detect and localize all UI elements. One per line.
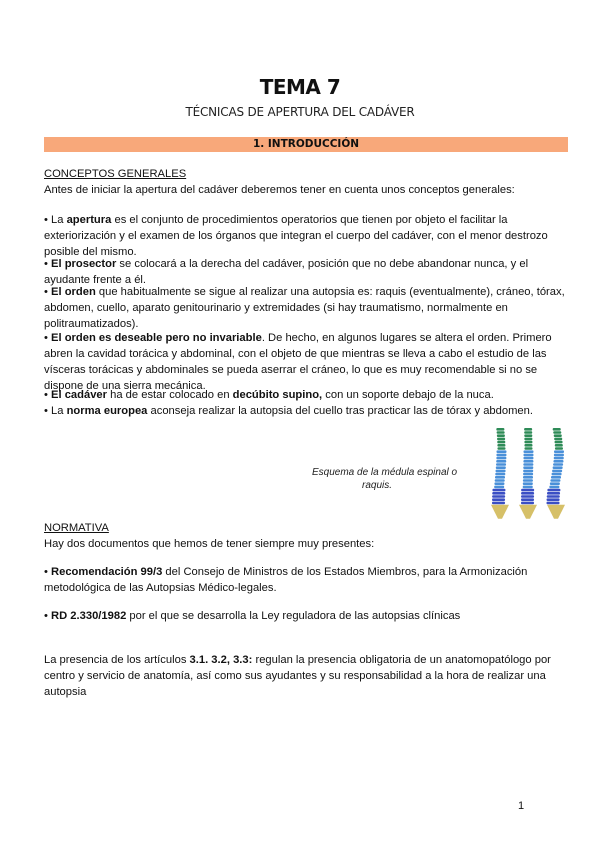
vertebra: [553, 463, 563, 466]
term-decubito: decúbito supino,: [232, 389, 323, 401]
vertebra: [496, 470, 506, 473]
vertebra: [554, 457, 564, 460]
vertebra: [497, 444, 505, 447]
vertebra: [550, 479, 560, 482]
vertebra: [523, 460, 533, 463]
figure-caption: [312, 466, 472, 492]
conceptos-section: [44, 166, 574, 198]
spine-side-view: [547, 428, 565, 519]
vertebra: [523, 479, 533, 482]
vertebra: [497, 441, 505, 444]
caption-line-2: raquis.: [362, 480, 393, 491]
vertebra: [550, 482, 560, 485]
vertebra: [521, 502, 534, 505]
section-banner: 1. INTRODUCCIÓN: [44, 137, 568, 152]
vertebra: [495, 473, 505, 476]
vertebra: [523, 457, 533, 460]
presence-text: La presencia de los artículos: [44, 654, 190, 666]
vertebra: [524, 434, 532, 437]
bullet-prefix: •: [44, 286, 52, 298]
page-subtitle: TÉCNICAS DE APERTURA DEL CADÁVER: [185, 105, 415, 119]
vertebra: [497, 438, 505, 441]
bullet-orden-deseable: [44, 330, 574, 394]
vertebra: [523, 473, 533, 476]
vertebra: [553, 460, 563, 463]
vertebra: [492, 498, 505, 501]
vertebra: [547, 498, 560, 501]
presence-text: regulan la presencia obligatoria de un anatomopatólogo por centro y servicio de anatomía, así como sus ayudantes y su responsabilidad a la hora de realizar una autopsia: [44, 654, 551, 698]
vertebra: [492, 492, 505, 495]
term-norma-europea: norma europea: [66, 405, 148, 417]
bullet-prefix: •: [44, 389, 52, 401]
vertebra: [554, 450, 564, 453]
bullet-prefix: •: [44, 610, 52, 622]
bullet-text: con un soporte debajo de la nuca.: [322, 389, 494, 401]
bullet-prefix: •: [44, 566, 52, 578]
vertebra: [496, 428, 504, 431]
page-number: 1: [518, 800, 525, 812]
vertebra: [553, 431, 561, 434]
vertebra: [496, 457, 506, 460]
bullet-norma-europea: [44, 403, 574, 419]
vertebra: [554, 438, 562, 441]
term-articulos: 3.1. 3.2, 3.3:: [189, 654, 253, 666]
vertebra: [495, 479, 505, 482]
vertebra: [547, 492, 560, 495]
caption-line-1: Esquema de la médula espinal o: [312, 467, 458, 478]
normativa-doc-1: [44, 564, 574, 596]
term-apertura: apertura: [66, 214, 112, 226]
vertebra: [497, 434, 505, 437]
vertebra: [521, 489, 534, 492]
bullet-orden: [44, 284, 574, 332]
bullet-text: ha de estar colocado en: [107, 389, 233, 401]
term-recomendacion: Recomendación 99/3: [51, 566, 163, 578]
normativa-intro: Hay dos documentos que hemos de tener siempre muy presentes:: [44, 538, 375, 550]
vertebra: [523, 463, 533, 466]
conceptos-intro: Antes de iniciar la apertura del cadáver deberemos tener en cuenta unos conceptos generales:: [44, 184, 515, 196]
vertebra: [553, 428, 561, 431]
bullet-text: es el conjunto de procedimientos operatorios que tienen por objeto el facilitar la exteriorización y el examen de los órganos que integran el cuerpo del cadáver, con el menor destrozo posible del mismo.: [44, 214, 548, 258]
term-rd: RD 2.330/1982: [51, 610, 127, 622]
term-orden-deseable: El orden es deseable pero no invariable: [51, 332, 262, 344]
bullet-text: que habitualmente se sigue al realizar una autopsia es: raquis (eventualmente), cráneo, tórax, abdomen, cuello, aparato genitourinario y extremidades (si hay traumatismo, normalmente en politraumatizados).: [44, 286, 565, 330]
vertebra: [554, 454, 564, 457]
vertebra: [547, 495, 560, 498]
vertebra: [524, 447, 532, 450]
normativa-section: [44, 520, 574, 552]
sacrum: [519, 505, 537, 519]
vertebra: [554, 434, 562, 437]
normativa-doc-2: [44, 608, 574, 624]
doc-text: por el que se desarrolla la Ley reguladora de las autopsias clínicas: [126, 610, 461, 622]
bullet-text: . De hecho, en algunos lugares se altera el orden. Primero abren la cavidad torácica y abdominal, con el objeto de que mientras se lleva a cabo el estudio de las vísceras torácicas y abdominales se pueda aserrar el cráneo, lo que es muy recomendable si no se dispone de una sierra mecánica.: [44, 332, 552, 392]
conceptos-heading: CONCEPTOS GENERALES: [44, 168, 187, 180]
vertebra: [524, 428, 532, 431]
sacrum: [491, 505, 509, 519]
bullet-prefix: • La: [44, 214, 67, 226]
term-cadaver: El cadáver: [51, 389, 108, 401]
vertebra: [496, 454, 506, 457]
vertebra: [524, 444, 532, 447]
normativa-presence: [44, 652, 574, 700]
vertebra: [555, 444, 563, 447]
spine-front-view: [519, 428, 537, 519]
vertebra: [549, 486, 559, 489]
bullet-text: se colocará a la derecha del cadáver, posición que no debe abandonar nunca, y el ayudante frente a él.: [44, 258, 529, 286]
vertebra: [521, 495, 534, 498]
vertebra: [523, 466, 533, 469]
term-orden: El orden: [51, 286, 96, 298]
vertebra: [496, 460, 506, 463]
vertebra: [524, 441, 532, 444]
vertebra: [547, 489, 560, 492]
vertebra: [497, 447, 505, 450]
vertebra: [492, 502, 505, 505]
sacrum: [547, 505, 565, 519]
vertebra: [523, 470, 533, 473]
bullet-cadaver: [44, 387, 574, 403]
vertebra: [523, 454, 533, 457]
spine-diagram-icon: [478, 424, 576, 528]
vertebra: [496, 463, 506, 466]
vertebra: [497, 431, 505, 434]
vertebra: [494, 482, 504, 485]
vertebra: [521, 492, 534, 495]
vertebra: [523, 450, 533, 453]
vertebra: [496, 466, 506, 469]
bullet-prefix: • La: [44, 405, 67, 417]
spine-left-view: [491, 428, 509, 519]
vertebra: [524, 438, 532, 441]
term-prosector: El prosector: [51, 258, 117, 270]
doc-text: del Consejo de Ministros de los Estados Miembros, para la Armonización metodológica de las Autopsias Médico-legales.: [44, 566, 528, 594]
vertebra: [552, 470, 562, 473]
bullet-text: aconseja realizar la autopsia del cuello tras practicar las de tórax y abdomen.: [147, 405, 533, 417]
vertebra: [553, 466, 563, 469]
vertebra: [555, 447, 563, 450]
page-title: TEMA 7: [259, 75, 341, 99]
bullet-apertura: [44, 212, 574, 260]
vertebra: [523, 476, 533, 479]
bullet-prefix: •: [44, 258, 52, 270]
vertebra: [555, 441, 563, 444]
vertebra: [495, 476, 505, 479]
vertebra: [494, 486, 504, 489]
vertebra: [523, 486, 533, 489]
vertebra: [523, 482, 533, 485]
vertebra: [547, 502, 560, 505]
vertebra: [552, 473, 562, 476]
vertebra: [496, 450, 506, 453]
vertebra: [524, 431, 532, 434]
vertebra: [492, 489, 505, 492]
normativa-heading: NORMATIVA: [44, 522, 109, 534]
vertebra: [551, 476, 561, 479]
vertebra: [521, 498, 534, 501]
vertebra: [492, 495, 505, 498]
bullet-prefix: •: [44, 332, 52, 344]
